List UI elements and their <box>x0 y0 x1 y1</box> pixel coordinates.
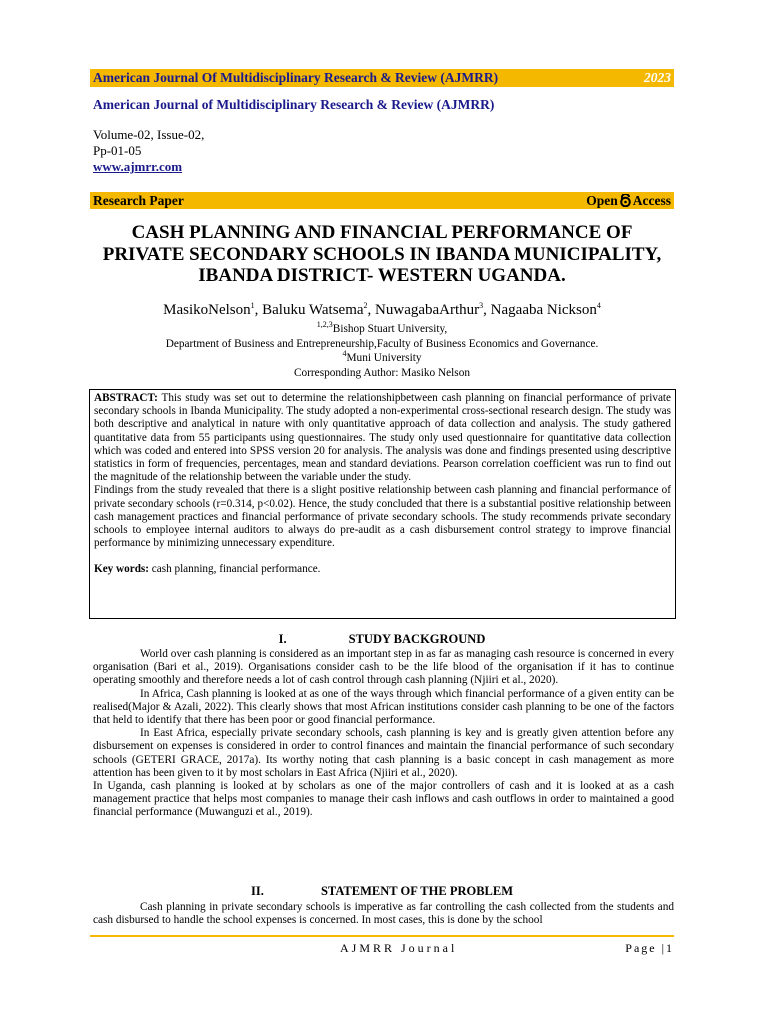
journal-name: American Journal Of Multidisciplinary Research & Review (AJMRR) <box>93 70 499 85</box>
paragraph: In Africa, Cash planning is looked at as one of the ways through which financial performance of a given entity can be realised(Major & Azali, 2022). This clearly shows that most African institutions consider cash planning to be one of the factors that held to identify that there has been poor or good financial performance. <box>93 687 674 727</box>
issue-meta <box>93 127 204 175</box>
paper-type-bar <box>90 192 674 209</box>
paragraph: In East Africa, especially private secondary schools, cash planning is key and is greatly given attention before any disbursement on expenses is considered in order to control finances and maintain the financial performance of such secondary schools (GETERI GRACE, 2017a). Its worthy noting that cash planning is a basic concept in cash management as more attention has been given to it by most scholars in East Africa (Njiiri et al., 2020). <box>93 727 674 779</box>
author-sup: 3 <box>479 301 484 310</box>
open-access-icon <box>618 194 633 207</box>
paper-type: Research Paper <box>93 192 184 208</box>
affiliation-sup: 4 <box>342 349 347 359</box>
keywords-label: Key words: <box>94 563 149 576</box>
journal-year: 2023 <box>644 70 671 85</box>
section-1-body <box>93 648 674 820</box>
page-number: Page |1 <box>625 941 674 955</box>
affiliation-department: Department of Business and Entrepreneurship,Faculty of Business Economics and Governance. <box>165 337 599 350</box>
affiliation-text: Muni University <box>346 352 422 364</box>
keywords <box>94 563 671 576</box>
affiliations <box>90 322 674 380</box>
author-name: Baluku Watsema <box>262 302 364 318</box>
journal-subtitle: American Journal of Multidisciplinary Research & Review (AJMRR) <box>93 97 495 112</box>
open-access-right: Access <box>632 192 671 208</box>
paragraph: In Uganda, cash planning is looked at by scholars as one of the major controllers of cash and it is looked at as a cash management practice that helps most companies to manage their cash inflows and cash outflows in order to maintained a good financial performance (Muwanguzi et al., 2019). <box>93 780 674 819</box>
section-2-body <box>93 901 674 927</box>
author-sup: 1 <box>250 301 255 310</box>
corresponding-author: Corresponding Author: Masiko Nelson <box>293 366 471 379</box>
author-sup: 4 <box>596 301 601 310</box>
author-list: MasikoNelson$^1$, Baluku Watsema$^2$, NuwagabaArthur$^3$, Nagaaba Nickson$^4$ <box>163 301 601 318</box>
author-name: MasikoNelson <box>163 302 251 318</box>
journal-header-bar <box>90 69 674 87</box>
section-title: STUDY BACKGROUND <box>348 632 486 646</box>
open-access-left: Open <box>586 192 618 208</box>
section-heading-2 <box>90 884 674 899</box>
abstract-para-1 <box>94 392 671 484</box>
author-name: Nagaaba Nickson <box>490 302 597 318</box>
section-heading-1 <box>90 632 674 647</box>
affiliation-muni <box>90 351 674 366</box>
paragraph: Cash planning in private secondary schools is imperative as far controlling the cash collected from the students and cash disbursed to handle the school expenses is concerned. In most cases, this is done by the school <box>93 901 674 927</box>
footer-rule <box>90 935 674 937</box>
footer-journal: AJMRR Journal <box>340 941 458 955</box>
abstract-text: This study was set out to determine the relationshipbetween cash planning on financial performance of private secondary schools in Ibanda Municipality. The study adopted a non-experimental cross-sectional research design. The study was both descriptive and analytical in nature with only quantitative approach of data collection and analysis. The study gathered quantitative data from 55 participants using questionnaires. The study only used questionnaire for quantitative data collection which was coded and entered into SPSS version 20 for analysis. The analysis was done and findings presented using descriptive statistics in form of frequencies, percentages, mean and standard deviations. Pearson correlation coefficient was run to find out the magnitude of the relationship between the variable under the study. <box>94 392 671 484</box>
open-access-badge <box>586 193 671 209</box>
abstract-box <box>89 389 676 619</box>
section-number: II. <box>250 884 264 898</box>
section-number: I. <box>278 632 287 646</box>
abstract-para-2: Findings from the study revealed that there is a slight positive relationship between cash planning and financial performance of private secondary schools (r=0.314, p<0.02). Hence, the study concluded that there is a substantial positive relationship between cash management practices and financial performance of private secondary schools. The study recommends private secondary schools to employee internal auditors to always do pre-audit as a cash disbursement control strategy to improve financial performance by minimizing unnecessary expenditure. <box>94 484 671 550</box>
page-range: Pp-01-05 <box>93 143 142 158</box>
author-name: NuwagabaArthur <box>375 302 480 318</box>
volume-issue: Volume-02, Issue-02, <box>93 127 205 142</box>
affiliation-text: Bishop Stuart University, <box>332 323 448 335</box>
affiliation-sup: 1,2,3 <box>316 320 333 330</box>
author-sup: 2 <box>363 301 368 310</box>
keywords-text: cash planning, financial performance. <box>151 563 321 576</box>
paragraph: World over cash planning is considered as an important step in as far as managing cash resource is concerned in every organisation (Bari et al., 2019). Organisations consider cash to be the life blood of the organisation if it has to continue operating smoothly and therefore needs a lot of cash control through cash planning (Njiiri et al., 2020). <box>93 648 674 687</box>
affiliation-university <box>90 322 674 337</box>
section-title: STATEMENT OF THE PROBLEM <box>320 884 514 898</box>
paper-title: CASH PLANNING AND FINANCIAL PERFORMANCE OF PRIVATE SECONDARY SCHOOLS IN IBANDA MUNICIPALITY, IBANDA DISTRICT- WESTERN UGANDA. <box>102 222 662 286</box>
journal-website-link[interactable]: www.ajmrr.com <box>93 159 183 174</box>
abstract-label: ABSTRACT: <box>94 392 158 404</box>
